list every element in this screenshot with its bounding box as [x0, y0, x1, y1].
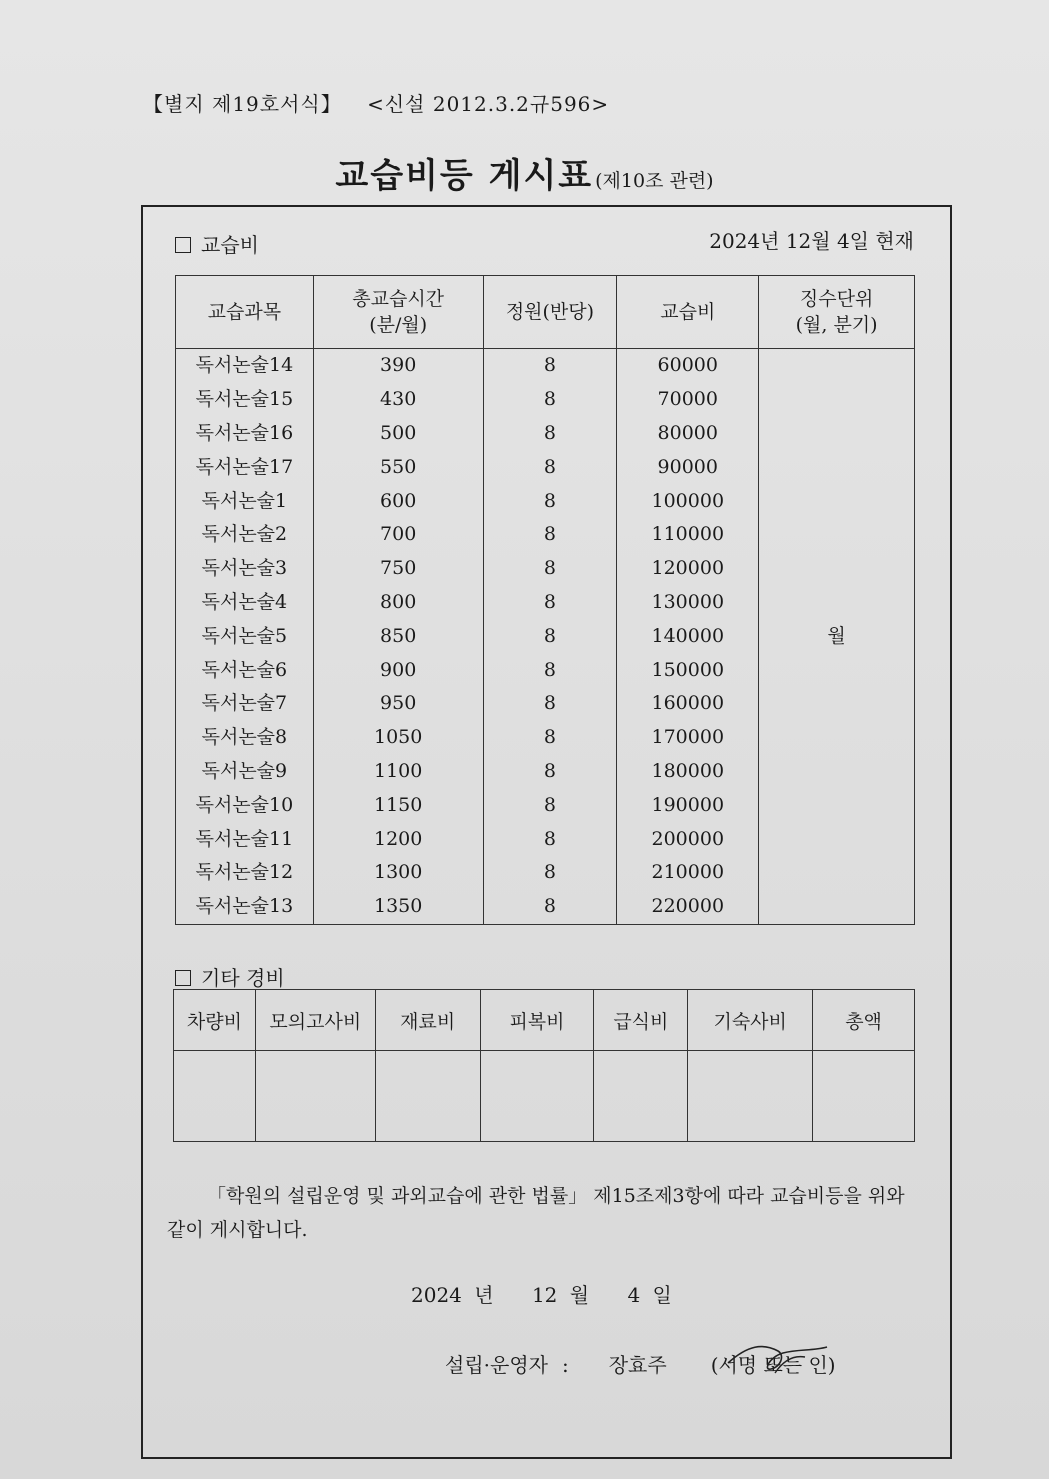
cell-capacity: 8 [483, 619, 617, 653]
other-header-cell: 재료비 [375, 990, 480, 1051]
other-header-cell: 급식비 [594, 990, 688, 1051]
cell-subject: 독서논술17 [176, 450, 314, 484]
signer-colon: : [561, 1353, 569, 1377]
cell-hours: 1050 [313, 721, 483, 755]
revision-label: <신설 2012.3.2규596> [367, 92, 610, 116]
cell-capacity: 8 [483, 788, 617, 822]
page-title [0, 148, 1049, 197]
cell-subject: 독서논술8 [176, 721, 314, 755]
header-capacity: 정원(반당) [483, 276, 617, 349]
other-expenses-table [173, 989, 915, 1142]
cell-fee: 90000 [617, 450, 759, 484]
cell-capacity: 8 [483, 383, 617, 417]
cell-capacity: 8 [483, 653, 617, 687]
cell-subject: 독서논술13 [176, 890, 314, 924]
cell-subject: 독서논술14 [176, 349, 314, 383]
signature-scribble-icon [723, 1337, 833, 1377]
cell-fee: 140000 [617, 619, 759, 653]
cell-subject: 독서논술1 [176, 484, 314, 518]
cell-fee: 180000 [617, 755, 759, 789]
cell-capacity: 8 [483, 890, 617, 924]
other-header-row [174, 990, 915, 1051]
cell-subject: 독서논술15 [176, 383, 314, 417]
cell-hours: 1200 [313, 822, 483, 856]
cell-subject: 독서논술3 [176, 552, 314, 586]
cell-subject: 독서논술12 [176, 856, 314, 890]
title-sub: (제10조 관련) [595, 170, 714, 192]
signer-label: 설립·운영자 [445, 1353, 548, 1377]
cell-subject: 독서논술7 [176, 687, 314, 721]
other-header-cell: 모의고사비 [255, 990, 375, 1051]
other-header-cell: 총액 [813, 990, 915, 1051]
cell-hours: 390 [313, 349, 483, 383]
sign-month: 12 월 [531, 1283, 590, 1307]
cell-subject: 독서논술11 [176, 822, 314, 856]
tuition-table [175, 275, 915, 925]
cell-capacity: 8 [483, 518, 617, 552]
other-value-cell [688, 1051, 813, 1142]
cell-hours: 900 [313, 653, 483, 687]
cell-subject: 독서논술16 [176, 417, 314, 451]
cell-subject: 독서논술9 [176, 755, 314, 789]
tuition-table-body [176, 349, 915, 925]
cell-capacity: 8 [483, 484, 617, 518]
title-main: 교습비등 게시표 [335, 156, 594, 196]
as-of-date: 2024년 12월 4일 현재 [709, 229, 914, 253]
cell-subject: 독서논술5 [176, 619, 314, 653]
header-hours: 총교습시간 (분/월) [313, 276, 483, 349]
other-value-cell [480, 1051, 594, 1142]
cell-capacity: 8 [483, 721, 617, 755]
other-values-row [174, 1051, 915, 1142]
notice-frame [141, 205, 952, 1459]
other-header-cell: 차량비 [174, 990, 256, 1051]
cell-subject: 독서논술4 [176, 586, 314, 620]
checkbox-icon [175, 237, 191, 253]
tuition-section-title: 교습비 [201, 233, 259, 257]
cell-capacity: 8 [483, 856, 617, 890]
other-value-cell [594, 1051, 688, 1142]
signer-name: 장효주 [608, 1353, 667, 1377]
annex-label: 【별지 제19호서식】 [143, 92, 342, 116]
tuition-header-row [176, 276, 915, 349]
cell-hours: 1100 [313, 755, 483, 789]
other-header-cell: 기숙사비 [688, 990, 813, 1051]
header-fee: 교습비 [617, 276, 759, 349]
table-row [176, 349, 915, 383]
cell-capacity: 8 [483, 349, 617, 383]
form-label [143, 88, 627, 117]
tuition-section-heading [175, 229, 259, 258]
cell-hours: 750 [313, 552, 483, 586]
cell-fee: 70000 [617, 383, 759, 417]
cell-hours: 1150 [313, 788, 483, 822]
cell-fee: 110000 [617, 518, 759, 552]
other-header-cell: 피복비 [480, 990, 594, 1051]
cell-hours: 600 [313, 484, 483, 518]
cell-hours: 700 [313, 518, 483, 552]
cell-capacity: 8 [483, 552, 617, 586]
cell-fee: 80000 [617, 417, 759, 451]
cell-capacity: 8 [483, 687, 617, 721]
seal-text: (서명 또는 인) [710, 1353, 836, 1377]
cell-fee: 220000 [617, 890, 759, 924]
sign-year: 2024 년 [411, 1283, 494, 1307]
other-section-title: 기타 경비 [201, 966, 285, 990]
sign-day: 4 일 [627, 1283, 672, 1307]
cell-capacity: 8 [483, 586, 617, 620]
other-value-cell [375, 1051, 480, 1142]
sign-date [411, 1279, 698, 1308]
header-unit: 징수단위 (월, 분기) [759, 276, 915, 349]
cell-subject: 독서논술2 [176, 518, 314, 552]
cell-capacity: 8 [483, 822, 617, 856]
cell-hours: 1300 [313, 856, 483, 890]
cell-hours: 430 [313, 383, 483, 417]
cell-fee: 160000 [617, 687, 759, 721]
cell-capacity: 8 [483, 417, 617, 451]
cell-hours: 950 [313, 687, 483, 721]
cell-hours: 1350 [313, 890, 483, 924]
cell-hours: 800 [313, 586, 483, 620]
cell-fee: 210000 [617, 856, 759, 890]
cell-collection-unit: 월 [759, 349, 915, 925]
cell-subject: 독서논술6 [176, 653, 314, 687]
cell-fee: 100000 [617, 484, 759, 518]
checkbox-icon [175, 970, 191, 986]
cell-fee: 190000 [617, 788, 759, 822]
cell-fee: 200000 [617, 822, 759, 856]
header-subject: 교습과목 [176, 276, 314, 349]
cell-hours: 500 [313, 417, 483, 451]
cell-capacity: 8 [483, 450, 617, 484]
other-value-cell [174, 1051, 256, 1142]
cell-fee: 60000 [617, 349, 759, 383]
legal-statement: 「학원의 설립운영 및 과외교습에 관한 법률」 제15조제3항에 따라 교습비등을 위와 같이 게시합니다. [167, 1185, 905, 1241]
cell-fee: 150000 [617, 653, 759, 687]
other-value-cell [255, 1051, 375, 1142]
cell-fee: 170000 [617, 721, 759, 755]
other-value-cell [813, 1051, 915, 1142]
cell-subject: 독서논술10 [176, 788, 314, 822]
cell-hours: 850 [313, 619, 483, 653]
other-section-heading [175, 962, 285, 991]
cell-capacity: 8 [483, 755, 617, 789]
cell-fee: 120000 [617, 552, 759, 586]
cell-fee: 130000 [617, 586, 759, 620]
cell-hours: 550 [313, 450, 483, 484]
